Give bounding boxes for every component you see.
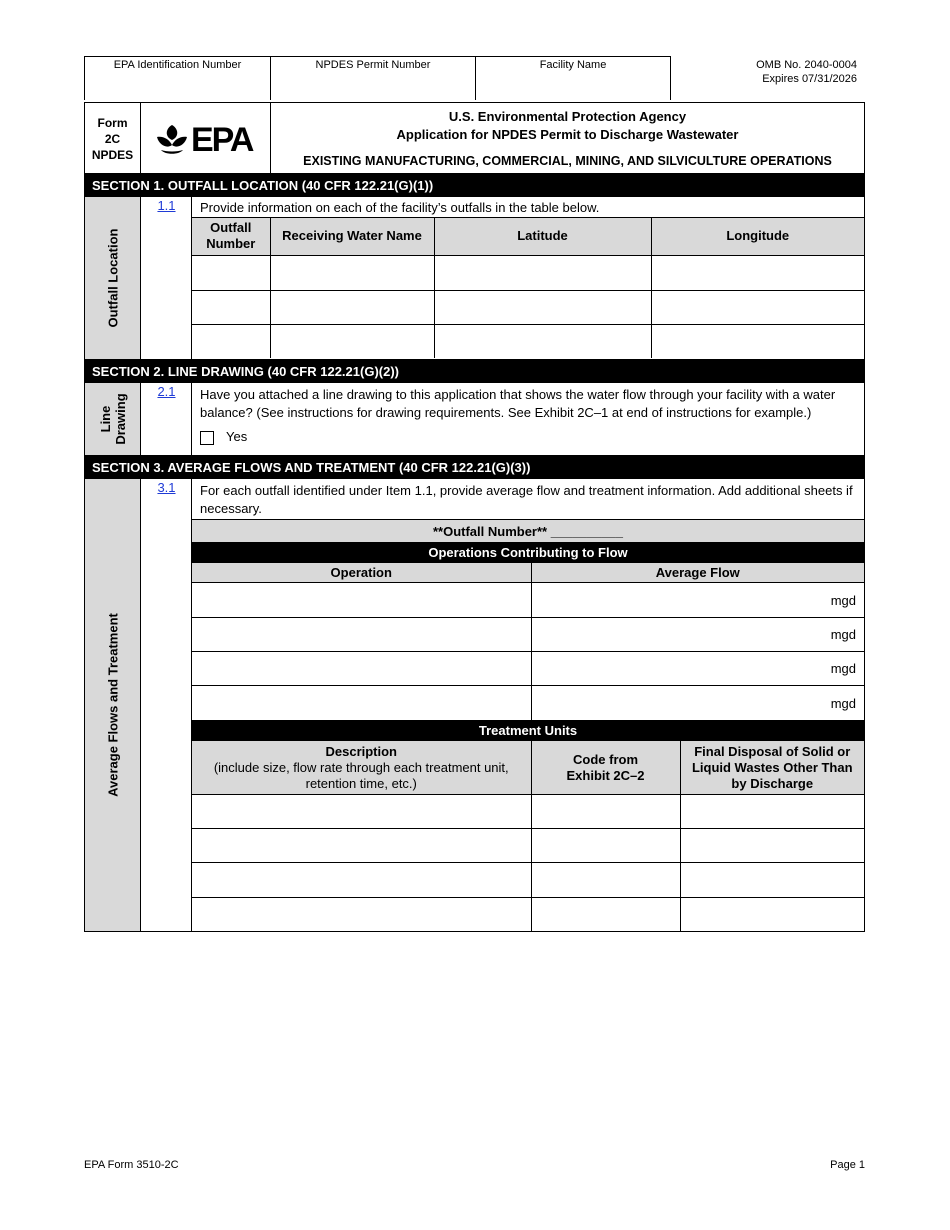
- form-label: Form: [97, 116, 128, 130]
- npdes-permit-field[interactable]: [270, 56, 476, 100]
- col-description-title: Description: [325, 743, 397, 759]
- average-flow-cell[interactable]: [531, 583, 864, 618]
- section2-header: SECTION 2. LINE DRAWING (40 CFR 122.21(G)(2)): [84, 360, 865, 383]
- section3-body: [84, 479, 865, 932]
- section3-side-label: [85, 479, 141, 931]
- col-outfall-line1: Outfall: [210, 220, 252, 236]
- item-2-1-link[interactable]: 2.1: [157, 384, 176, 399]
- col-code: [531, 741, 680, 795]
- col-code-line2: Exhibit 2C–2: [566, 767, 645, 783]
- section1-instruction: Provide information on each of the facility’s outfalls in the table below.: [192, 197, 864, 218]
- operation-cell[interactable]: [192, 583, 531, 618]
- item-3-1-link[interactable]: 3.1: [157, 480, 176, 495]
- epa-flower-icon: [155, 123, 189, 157]
- outfall-number-cell[interactable]: [192, 255, 270, 290]
- longitude-cell[interactable]: [651, 324, 864, 358]
- operation-cell[interactable]: [192, 686, 531, 721]
- section3-content: [192, 479, 864, 931]
- outfall-number-cell[interactable]: [192, 324, 270, 358]
- final-disposal-cell[interactable]: [680, 829, 864, 863]
- average-flow-cell[interactable]: [531, 652, 864, 686]
- average-flow-cell[interactable]: [531, 618, 864, 652]
- epa-logo: [141, 103, 271, 173]
- col-code-line1: Code from: [573, 751, 638, 767]
- form-number: 2C: [104, 132, 121, 146]
- final-disposal-cell[interactable]: [680, 795, 864, 829]
- section1-side-text: Outfall Location: [105, 228, 120, 328]
- section1-body: [84, 197, 865, 360]
- col-average-flow: Average Flow: [531, 563, 864, 583]
- section2-side-line2: Drawing: [112, 393, 128, 445]
- code-cell[interactable]: [531, 829, 680, 863]
- average-flow-cell[interactable]: [531, 686, 864, 721]
- section2-content: [192, 383, 864, 445]
- section3-instruction: For each outfall identified under Item 1.1, provide average flow and treatment information. Add additional sheets if necessary.: [200, 483, 853, 516]
- section1-content: [192, 197, 864, 358]
- description-cell[interactable]: [192, 863, 531, 898]
- latitude-cell[interactable]: [434, 255, 651, 290]
- line-drawing-question: Have you attached a line drawing to this application that shows the water flow through your facility with a water balance? (See instructions for drawing requirements. See Exhibit 2C–1 at end of instructions for example.): [200, 387, 836, 420]
- col-outfall-line2: Number: [206, 236, 256, 252]
- form-header: [84, 102, 865, 174]
- operation-cell[interactable]: [192, 618, 531, 652]
- mgd-unit: mgd: [830, 695, 856, 711]
- header-titles: [271, 103, 864, 173]
- final-disposal-cell[interactable]: [680, 863, 864, 898]
- epa-logo-text: EPA: [191, 121, 253, 159]
- omb-number: OMB No. 2040-0004: [756, 59, 857, 71]
- epa-id-field[interactable]: [84, 56, 271, 100]
- latitude-cell[interactable]: [434, 324, 651, 358]
- section3-item-column: [141, 479, 192, 931]
- col-final-disposal: Final Disposal of Solid or Liquid Wastes Other Than by Discharge: [680, 741, 864, 795]
- code-cell[interactable]: [531, 863, 680, 898]
- description-cell[interactable]: [192, 795, 531, 829]
- section1-header: SECTION 1. OUTFALL LOCATION (40 CFR 122.21(G)(1)): [84, 174, 865, 197]
- longitude-cell[interactable]: [651, 255, 864, 290]
- form-id: [85, 103, 141, 173]
- operation-cell[interactable]: [192, 652, 531, 686]
- section2-item-column: [141, 383, 192, 455]
- mgd-unit: mgd: [830, 627, 856, 642]
- section1-side-label: [85, 197, 141, 359]
- section2-side-label: [85, 383, 141, 455]
- application-title: Application for NPDES Permit to Discharge Wastewater: [396, 127, 739, 142]
- longitude-cell[interactable]: [651, 290, 864, 324]
- facility-name-field[interactable]: [475, 56, 671, 100]
- section1-item-column: [141, 197, 192, 359]
- item-1-1-link[interactable]: 1.1: [157, 198, 176, 213]
- yes-checkbox[interactable]: [200, 431, 214, 445]
- agency-title: U.S. Environmental Protection Agency: [448, 109, 687, 124]
- final-disposal-cell[interactable]: [680, 898, 864, 931]
- description-cell[interactable]: [192, 898, 531, 931]
- col-latitude: Latitude: [434, 218, 651, 255]
- col-longitude: Longitude: [651, 218, 864, 255]
- operations-subtitle: EXISTING MANUFACTURING, COMMERCIAL, MINING, AND SILVICULTURE OPERATIONS: [303, 154, 832, 168]
- yes-option: [192, 424, 864, 445]
- outfall-table: [192, 218, 864, 358]
- latitude-cell[interactable]: [434, 290, 651, 324]
- treatment-units-title: Treatment Units: [192, 721, 864, 741]
- section2-side-line1: Line: [97, 405, 113, 433]
- code-cell[interactable]: [531, 898, 680, 931]
- operations-title: Operations Contributing to Flow: [192, 543, 864, 563]
- section3-side-text: Average Flows and Treatment: [105, 613, 120, 797]
- code-cell[interactable]: [531, 795, 680, 829]
- receiving-water-cell[interactable]: [270, 324, 434, 358]
- section2-body: [84, 383, 865, 456]
- flows-table: [192, 519, 864, 931]
- omb-expires: Expires 07/31/2026: [762, 73, 857, 85]
- col-outfall-number: [192, 218, 270, 255]
- outfall-number-cell[interactable]: [192, 290, 270, 324]
- section2-side-text: [98, 393, 128, 444]
- footer-form-number: EPA Form 3510-2C: [84, 1159, 179, 1171]
- section3-header: SECTION 3. AVERAGE FLOWS AND TREATMENT (40 CFR 122.21(G)(3)): [84, 456, 865, 479]
- receiving-water-cell[interactable]: [270, 290, 434, 324]
- footer-page-number: Page 1: [830, 1159, 865, 1171]
- omb-info: [756, 58, 857, 86]
- npdes-permit-label: NPDES Permit Number: [315, 59, 431, 71]
- col-receiving-water: Receiving Water Name: [270, 218, 434, 255]
- description-cell[interactable]: [192, 829, 531, 863]
- form-type: NPDES: [91, 148, 134, 162]
- col-description: [192, 741, 531, 795]
- mgd-unit: mgd: [830, 661, 856, 676]
- epa-id-label: EPA Identification Number: [113, 59, 242, 71]
- yes-label: Yes: [226, 429, 248, 444]
- col-operation: Operation: [192, 563, 531, 583]
- mgd-unit: mgd: [830, 592, 856, 608]
- receiving-water-cell[interactable]: [270, 255, 434, 290]
- col-description-note: (include size, flow rate through each treatment unit, retention time, etc.): [213, 759, 509, 791]
- outfall-number-row[interactable]: **Outfall Number** __________: [192, 520, 864, 543]
- facility-name-label: Facility Name: [539, 59, 607, 71]
